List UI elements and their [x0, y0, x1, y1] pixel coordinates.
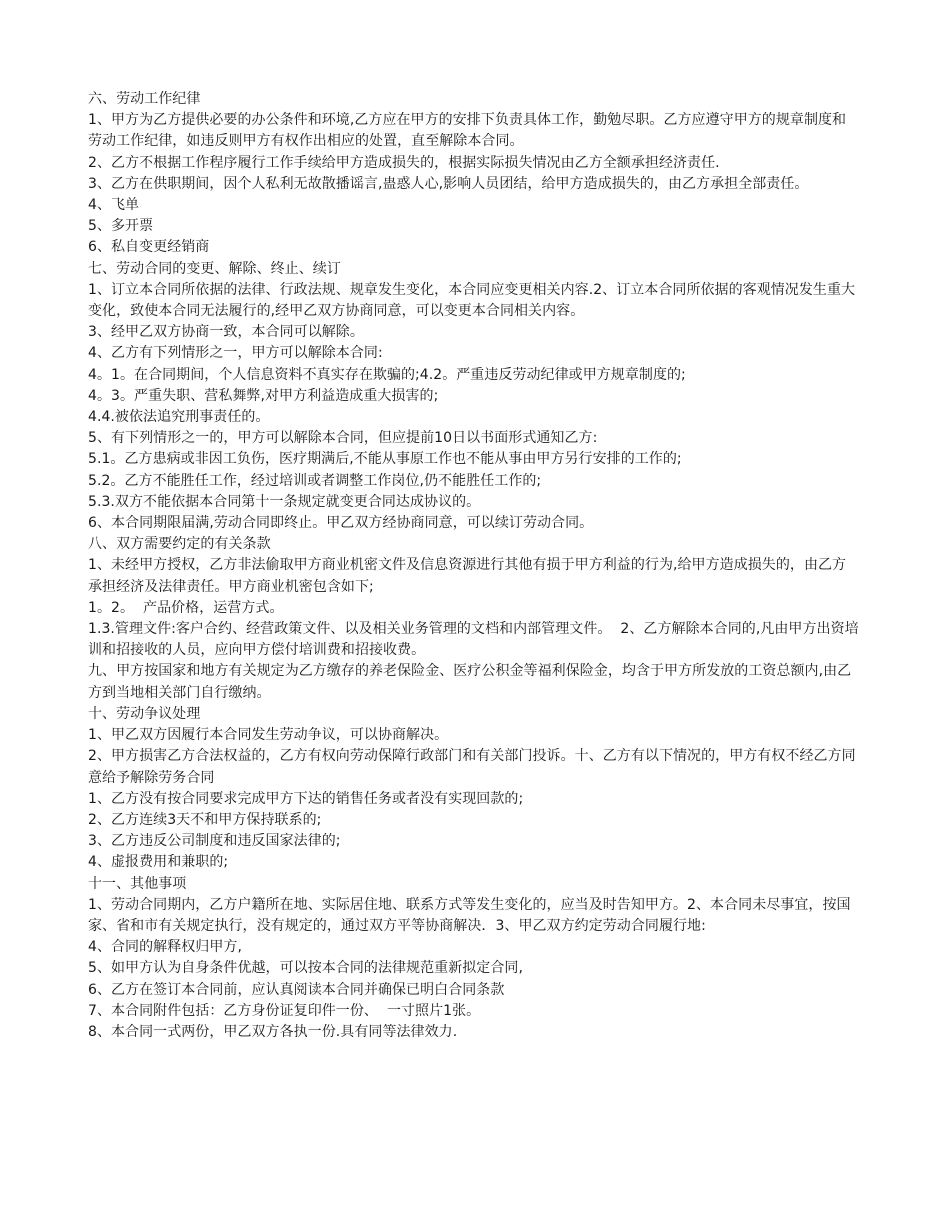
contract-paragraph: 十、劳动争议处理 [88, 705, 201, 722]
contract-paragraph: 4、飞单 [88, 197, 140, 214]
contract-paragraph: 4。1。在合同期间，个人信息资料不真实存在欺骗的;4.2。严重违反劳动纪律或甲方规章制度的; [88, 366, 686, 383]
contract-paragraph: 6、私自变更经销商 [88, 239, 210, 256]
contract-paragraph: 8、本合同一式两份，甲乙双方各执一份.具有同等法律效力. [88, 1023, 458, 1040]
contract-paragraph: 1、甲乙双方因履行本合同发生劳动争议，可以协商解决。 [88, 727, 449, 744]
contract-paragraph: 6、本合同期限届满,劳动合同即终止。甲乙双方经协商同意，可以续订劳动合同。 [88, 515, 594, 532]
contract-paragraph: 4、乙方有下列情形之一，甲方可以解除本合同: [88, 345, 383, 362]
contract-paragraph: 六、劳动工作纪律 [88, 91, 201, 107]
contract-paragraph: 1、订立本合同所依据的法律、行政法规、规章发生变化，本合同应变更相关内容.2、订立本合同所依据的客观情况发生重大变化，致使本合同无法履行的,经甲乙双方协商同意，可以变更本合同相关内容。 [88, 281, 856, 320]
contract-paragraph: 八、双方需要约定的有关条款 [88, 536, 271, 553]
contract-paragraph: 1、未经甲方授权，乙方非法偷取甲方商业机密文件及信息资源进行其他有损于甲方利益的行为,给甲方造成损失的，由乙方承担经济及法律责任。甲方商业机密包含如下; [88, 557, 847, 595]
contract-paragraph: 十一、其他事项 [88, 875, 187, 892]
contract-paragraph: 1、甲方为乙方提供必要的办公条件和环境,乙方应在甲方的安排下负责具体工作，勤勉尽职。乙方应遵守甲方的规章制度和劳动工作纪律，如违反则甲方有权作出相应的处置，直至解除本合同。 [88, 112, 847, 150]
contract-paragraph: 4.4.被依法追究刑事责任的。 [88, 409, 270, 426]
contract-paragraph: 1。2。 产品价格，运营方式。 [88, 599, 284, 616]
contract-paragraph: 7、本合同附件包括：乙方身份证复印件一份、 一寸照片1张。 [88, 1002, 481, 1019]
contract-paragraph: 5.3.双方不能依据本合同第十一条规定就变更合同达成协议的。 [88, 493, 481, 510]
contract-paragraph: 6、乙方在签订本合同前，应认真阅读本合同并确保已明白合同条款 [88, 981, 505, 998]
contract-paragraph: 3、经甲乙双方协商一致，本合同可以解除。 [88, 324, 364, 341]
contract-paragraph: 4。3。严重失职、营私舞弊,对甲方利益造成重大损害的; [88, 387, 439, 404]
contract-paragraph: 5、多开票 [88, 218, 154, 235]
contract-paragraph: 1.3.管理文件:客户合约、经营政策文件、以及相关业务管理的文档和内部管理文件。 2、乙方解除本合同的,凡由甲方出资培训和招接收的人员，应向甲方偿付培训费和招接收费。 [88, 621, 859, 659]
contract-paragraph: 5.1。乙方患病或非因工负伤，医疗期满后,不能从事原工作也不能从事由甲方另行安排的工作的; [88, 451, 682, 468]
contract-document [88, 89, 860, 1043]
contract-paragraph: 5、如甲方认为自身条件优越，可以按本合同的法律规范重新拟定合同, [88, 960, 523, 977]
contract-paragraph: 5、有下列情形之一的，甲方可以解除本合同，但应提前10日以书面形式通知乙方: [88, 430, 598, 447]
contract-paragraph: 九、甲方按国家和地方有关规定为乙方缴存的养老保险金、医疗公积金等福利保险金，均含于甲方所发放的工资总额内,由乙方到当地相关部门自行缴纳。 [88, 663, 852, 701]
contract-paragraph: 2、甲方损害乙方合法权益的，乙方有权向劳动保障行政部门和有关部门投诉。十、乙方有以下情况的，甲方有权不经乙方同意给予解除劳务合同 [88, 748, 856, 786]
contract-paragraph: 2、乙方不根据工作程序履行工作手续给甲方造成损失的，根据实际损失情况由乙方全额承担经济责任. [88, 154, 720, 171]
contract-paragraph: 4、虚报费用和兼职的; [88, 854, 229, 871]
contract-paragraph: 5.2。乙方不能胜任工作，经过培训或者调整工作岗位,仍不能胜任工作的; [88, 472, 542, 489]
contract-paragraph: 1、劳动合同期内，乙方户籍所在地、实际居住地、联系方式等发生变化的，应当及时告知甲方。2、本合同未尽事宜，按国家、省和市有关规定执行，没有规定的，通过双方平等协商解决．3、甲乙双方约定劳动合同履行地: [88, 896, 851, 934]
contract-paragraph: 3、乙方违反公司制度和违反国家法律的; [88, 833, 341, 850]
contract-paragraph: 七、劳动合同的变更、解除、终止、续订 [88, 260, 341, 277]
contract-paragraph: 2、乙方连续3天不和甲方保持联系的; [88, 811, 322, 828]
contract-paragraph: 1、乙方没有按合同要求完成甲方下达的销售任务或者没有实现回款的; [88, 790, 524, 807]
contract-paragraph: 3、乙方在供职期间，因个人私利无故散播谣言,蛊惑人心,影响人员团结，给甲方造成损失的，由乙方承担全部责任。 [88, 175, 809, 192]
contract-paragraph: 4、合同的解释权归甲方, [88, 939, 242, 956]
